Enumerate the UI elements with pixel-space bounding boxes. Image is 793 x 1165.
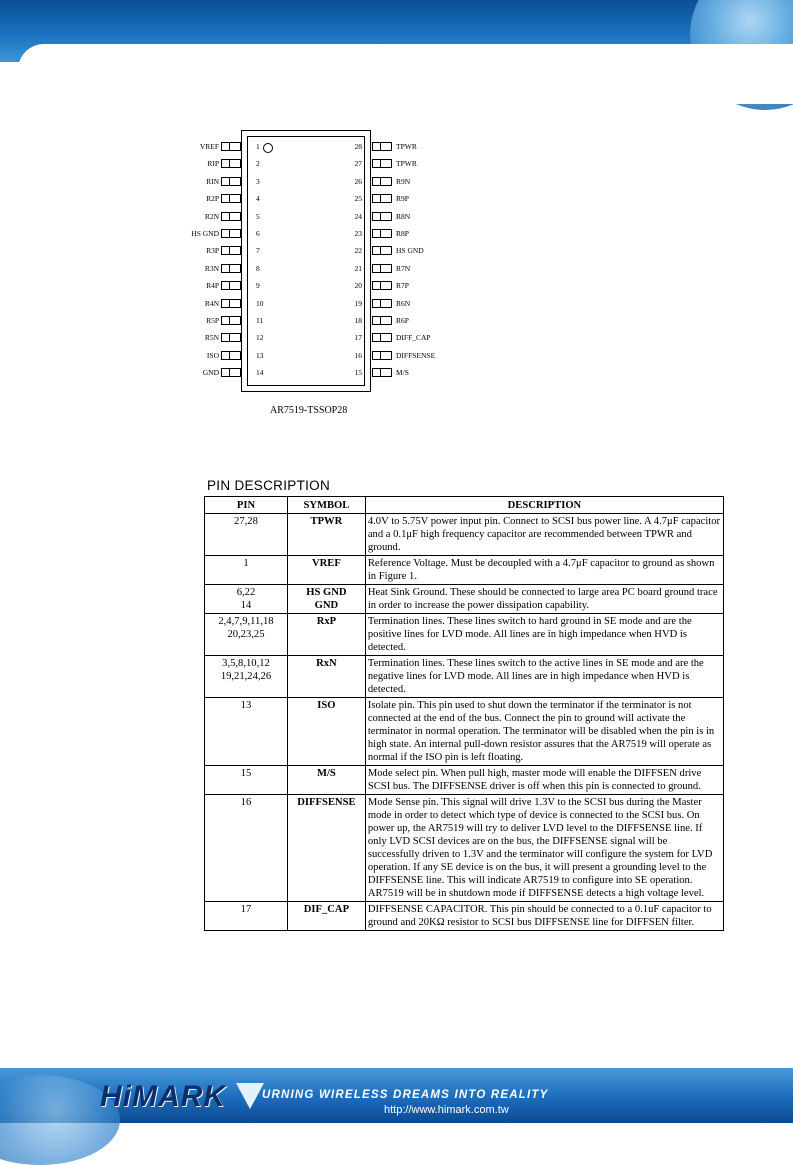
pin-number-left: 10 <box>256 298 264 308</box>
pin-lead-right <box>372 246 392 255</box>
table-row <box>205 902 724 931</box>
description-cell-text: Termination lines. These lines switch to the active lines in SE mode and are the negative lines for LVD mode. All lines are in high impedance when HVD is detected. <box>367 658 704 695</box>
pin-label-left: GND <box>202 368 219 378</box>
symbol-cell <box>287 585 365 614</box>
pin-lead-left <box>221 142 241 151</box>
pin-lead-right <box>372 177 392 186</box>
pin-lead-right <box>372 333 392 342</box>
symbol-cell <box>287 656 365 698</box>
pin-number-left: 12 <box>256 333 264 343</box>
symbol-cell-text: ISO <box>317 700 336 711</box>
pin-cell <box>205 698 288 766</box>
pin-cell-text: 13 <box>240 700 252 711</box>
pin-label-right: R6P <box>396 316 409 325</box>
symbol-cell <box>287 795 365 902</box>
pin-lead-right <box>372 142 392 151</box>
pin-lead-right <box>372 299 392 308</box>
symbol-cell-text: TPWR <box>310 516 343 527</box>
pin-label-right: R7N <box>396 263 411 273</box>
pin-cell <box>205 514 288 556</box>
pin-label-left: R4P <box>206 281 219 291</box>
symbol-cell-text: HS GND GND <box>306 587 347 611</box>
table-row <box>205 766 724 795</box>
description-cell <box>365 656 723 698</box>
pin-number-right: 17 <box>354 333 362 343</box>
table-row <box>205 514 724 556</box>
pin-number-left: 7 <box>256 246 260 256</box>
pin-cell <box>205 556 288 585</box>
footer-url: http://www.himark.com.tw <box>384 1104 509 1116</box>
table-row <box>205 585 724 614</box>
pin-number-left: 8 <box>256 263 260 273</box>
pin-label-right: TPWR <box>396 159 417 169</box>
pin-number-right: 21 <box>354 263 362 273</box>
pin-label-right: M/S <box>396 368 409 378</box>
pin-cell-text: 1 <box>243 558 249 569</box>
symbol-cell-text: DIF_CAP <box>303 904 350 915</box>
pin-lead-right <box>372 264 392 273</box>
pin-label-left: R2N <box>204 211 219 221</box>
symbol-cell-text: M/S <box>316 768 336 779</box>
pin-cell-text: 2,4,7,9,11,18 20,23,25 <box>218 616 274 640</box>
chip-caption: AR7519-TSSOP28 <box>270 405 348 416</box>
logo-t-icon <box>236 1083 264 1109</box>
pin-cell-text: 6,22 14 <box>236 587 256 611</box>
pin-label-right: TPWR <box>396 142 417 151</box>
pin-number-right: 20 <box>354 281 362 291</box>
pin-number-left: 6 <box>256 229 260 238</box>
description-cell <box>365 698 723 766</box>
pin-cell-text: 15 <box>240 768 252 779</box>
pin-number-right: 25 <box>354 194 362 204</box>
pin-lead-left <box>221 177 241 186</box>
description-cell-text: Isolate pin. This pin used to shut down the terminator if the terminator is not connected at the end of the bus. Connect the pin to ground will activate the terminator in normal operation. The terminator will be disabled when the pin is in high state. An internal pull-down resistor assures that the AR7519 will operate as normal if the ISO pin is left floating. <box>367 700 715 763</box>
pin-label-left: RIP <box>207 159 219 169</box>
section-title: PIN DESCRIPTION <box>207 478 331 493</box>
pin-lead-left <box>221 229 241 238</box>
pin-number-left: 9 <box>256 281 260 291</box>
table-row <box>205 698 724 766</box>
description-cell <box>365 556 723 585</box>
pin-number-right: 15 <box>354 368 362 378</box>
table-header-row <box>205 497 724 514</box>
symbol-cell <box>287 698 365 766</box>
pin-lead-right <box>372 368 392 377</box>
pin-label-left: R3P <box>206 246 219 256</box>
description-cell <box>365 614 723 656</box>
pin-number-right: 23 <box>354 229 362 238</box>
pin-label-left: R5N <box>204 333 219 343</box>
pin-lead-left <box>221 246 241 255</box>
pin-cell <box>205 766 288 795</box>
symbol-cell <box>287 614 365 656</box>
pin-cell-text: 27,28 <box>234 516 258 527</box>
pin-label-left: ISO <box>206 350 219 360</box>
description-cell <box>365 585 723 614</box>
pin-lead-left <box>221 299 241 308</box>
pin-lead-left <box>221 351 241 360</box>
pin-label-right: R8P <box>396 229 409 238</box>
description-cell-text: Termination lines. These lines switch to hard ground in SE mode and are the positive lines for LVD mode. All lines are in high impedance when HVD is detected. <box>367 616 692 653</box>
pin-number-right: 19 <box>354 298 362 308</box>
symbol-cell <box>287 902 365 931</box>
symbol-cell-text: RxN <box>316 658 337 669</box>
pin-cell <box>205 614 288 656</box>
pin-lead-left <box>221 281 241 290</box>
pin-label-right: R6N <box>396 298 411 308</box>
symbol-cell-text: RxP <box>316 616 337 627</box>
pin-lead-right <box>372 316 392 325</box>
pin-description-table <box>204 496 724 931</box>
symbol-cell-text: VREF <box>311 558 341 569</box>
description-cell-text: Mode Sense pin. This signal will drive 1.3V to the SCSI bus during the Master mode in order to detect which type of device is connected to the SCSI bus. On power up, the AR7519 will try to deliver LVD level to the DIFFSENSE line. If only LVD SCSI devices are on the bus, the DIFFSENSE signal will be successfully driven to 1.3V and the terminator will configure the system for LVD operation. If any SE device is on the bus, it will present a grounding level to the DIFFSENSE line. This will indicate AR7519 to configure into SE operation. AR7519 will be in shutdown mode if DIFFSENSE detects a high voltage level. <box>367 797 713 899</box>
pin-number-right: 22 <box>354 246 362 256</box>
pin-label-left: VREF <box>199 142 219 151</box>
pin-number-left: 14 <box>256 368 264 378</box>
pin-number-right: 16 <box>354 350 362 360</box>
pin-cell-text: 17 <box>240 904 252 915</box>
pin-cell <box>205 902 288 931</box>
pin-lead-left <box>221 368 241 377</box>
pin-label-right: R7P <box>396 281 409 291</box>
header-curve <box>18 44 793 104</box>
table-row <box>205 614 724 656</box>
pin-number-right: 24 <box>354 211 362 221</box>
pin-lead-right <box>372 281 392 290</box>
pin-label-left: R4N <box>204 298 219 308</box>
description-cell-text: 4.0V to 5.75V power input pin. Connect to SCSI bus power line. A 4.7μF capacitor and a 0.1μF high frequency capacitor are recommended between TPWR and ground. <box>367 516 721 553</box>
pin-number-right: 27 <box>354 159 362 169</box>
description-cell-text: DIFFSENSE CAPACITOR. This pin should be connected to a 0.1uF capacitor to ground and 20KΩ resistor to SCSI bus DIFFSENSE line for DIFFSEN filter. <box>367 904 712 928</box>
himark-logo: HiMARK <box>100 1080 226 1113</box>
symbol-cell-text: DIFFSENSE <box>297 797 356 808</box>
pin-label-left: R5P <box>206 316 219 325</box>
pin-cell <box>205 656 288 698</box>
pin-lead-left <box>221 194 241 203</box>
pin-lead-right <box>372 159 392 168</box>
pin-number-right: 18 <box>354 316 362 325</box>
pin-lead-left <box>221 159 241 168</box>
pin-label-left: R2P <box>206 194 219 204</box>
pin-number-left: 3 <box>256 176 260 186</box>
pin-number-left: 2 <box>256 159 260 169</box>
pin-lead-left <box>221 264 241 273</box>
description-cell <box>365 514 723 556</box>
description-cell-text: Reference Voltage. Must be decoupled with a 4.7μF capacitor to ground as shown in Figure 1. <box>367 558 715 582</box>
pin-cell-text: 16 <box>240 797 252 808</box>
header-pin: PIN <box>205 497 288 514</box>
pin-lead-right <box>372 212 392 221</box>
pin-cell <box>205 585 288 614</box>
pin-number-right: 28 <box>354 142 362 151</box>
description-cell <box>365 795 723 902</box>
header-description: DESCRIPTION <box>365 497 723 514</box>
pin-number-left: 5 <box>256 211 260 221</box>
chip-body <box>247 136 365 386</box>
description-cell <box>365 766 723 795</box>
tagline: URNING WIRELESS DREAMS INTO REALITY <box>262 1089 549 1101</box>
table-row <box>205 795 724 902</box>
pin-cell <box>205 795 288 902</box>
pin-lead-left <box>221 316 241 325</box>
pin1-marker-icon <box>263 143 273 153</box>
header-symbol: SYMBOL <box>287 497 365 514</box>
pin-label-left: HS GND <box>191 229 219 238</box>
symbol-cell <box>287 556 365 585</box>
pin-number-left: 13 <box>256 350 264 360</box>
pin-label-right: DIFF_CAP <box>396 333 431 343</box>
pin-label-right: HS GND <box>396 246 424 256</box>
pin-number-left: 11 <box>256 316 264 325</box>
symbol-cell <box>287 514 365 556</box>
pin-lead-right <box>372 229 392 238</box>
pin-label-left: RIN <box>206 176 219 186</box>
table-body <box>205 514 724 931</box>
description-cell <box>365 902 723 931</box>
pin-label-right: DIFFSENSE <box>396 350 436 360</box>
pin-number-left: 4 <box>256 194 260 204</box>
description-cell-text: Mode select pin. When pull high, master mode will enable the DIFFSEN drive SCSI bus. The DIFFSENSE driver is off when this pin is connected to ground. <box>367 768 702 792</box>
pin-lead-right <box>372 351 392 360</box>
pin-lead-left <box>221 212 241 221</box>
pin-label-right: R9P <box>396 194 409 204</box>
pin-label-right: R8N <box>396 211 411 221</box>
description-cell-text: Heat Sink Ground. These should be connected to large area PC board ground trace in order to increase the power dissipation capability. <box>367 587 718 611</box>
pin-lead-left <box>221 333 241 342</box>
pin-label-left: R3N <box>204 263 219 273</box>
pin-lead-right <box>372 194 392 203</box>
pin-label-right: R9N <box>396 176 411 186</box>
table-row <box>205 556 724 585</box>
pin-cell-text: 3,5,8,10,12 19,21,24,26 <box>220 658 272 682</box>
table-row <box>205 656 724 698</box>
symbol-cell <box>287 766 365 795</box>
pin-number-left: 1 <box>256 142 260 151</box>
pin-number-right: 26 <box>354 176 362 186</box>
